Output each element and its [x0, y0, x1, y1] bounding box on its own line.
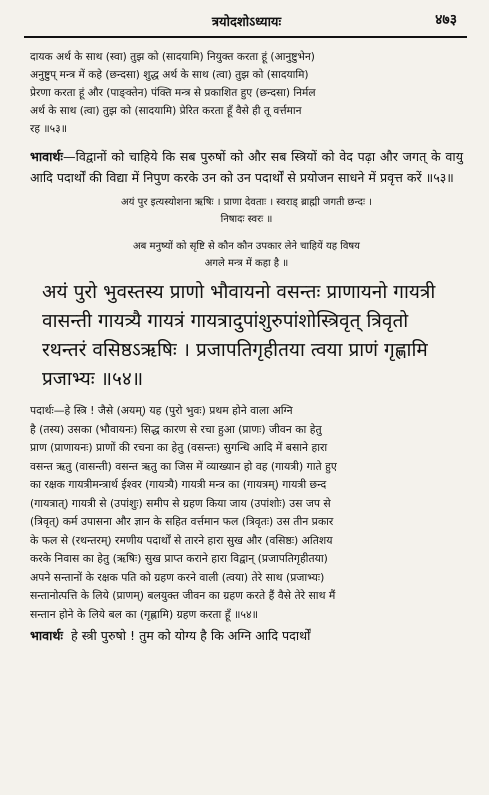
text-line: (त्रिवृत्) कर्म उपासना और ज्ञान के सहित वर्त्तमान फल (त्रिवृतः) उस तीन प्रकार	[30, 515, 334, 528]
text-line: वसन्त ऋतु (वासन्ती) वसन्त ऋतु का जिस में व्याख्यान हो वह (गायत्री) गाते हुए	[30, 459, 337, 473]
page-number: ४७३	[435, 12, 457, 28]
text-line: अपने सन्तानों के रक्षक पति को ग्रहण करने वाली (त्वया) तेरे साथ (प्रजाभ्यः)	[30, 570, 325, 584]
text-line: पदार्थः—हे स्त्रि ! जैसे (अयम्) यह (पुरो भुवः) प्रथम होने वाला अग्नि	[30, 404, 293, 417]
text-line: प्राण (प्राणायनः) प्राणों की रचना का हेतु (वसन्तः) सुगन्धि आदि में बसाने हारा	[30, 441, 328, 454]
bhavartha-54	[30, 626, 463, 646]
mantra-line: रथन्तरं वसिष्ठऽऋषिः । प्रजापतिगृहीतया त्वया प्राणं गृह्णामि	[42, 339, 428, 361]
mantra-line: वासन्ती गायत्र्यै गायत्रं गायत्रादुपांशुरुपांशोस्त्रिवृत् त्रिवृतो	[42, 310, 409, 332]
bhavartha-label: भावार्थः	[30, 149, 63, 164]
text-line: अब मनुष्यों को सृष्टि से कौन कौन उपकार लेने चाहियें यह विषय	[133, 241, 360, 252]
bhavartha-label: भावार्थः	[30, 628, 63, 643]
text-line: अनुष्टुप् मन्त्र में कहे (छन्दसा) शुद्ध अर्थ के साथ (त्वा) तुझ को (सादयामि)	[30, 69, 309, 81]
bhavartha-text: हे स्त्री पुरुषो ! तुम को योग्य है कि अग्नि आदि पदार्थों	[71, 628, 311, 643]
text-line: (गायत्रात्) गायत्री से (उपांशुः) समीप से ग्रहण किया जाय (उपांशोः) उस जप से	[30, 496, 331, 510]
text-line: अगले मन्त्र में कहा है ॥	[204, 258, 289, 269]
text-line: है (तस्य) उसका (भौवायनः) सिद्ध कारण से रचा हुआ (प्राणः) जीवन का हेतु	[30, 422, 322, 436]
subject-intro	[30, 238, 463, 272]
intro-paragraph	[30, 48, 463, 138]
text-line: सन्तानोत्पत्ति के लिये (प्राणम्) बलयुक्त जीवन का ग्रहण करते हैं वैसे तेरे साथ मैं	[30, 589, 336, 602]
text-line: के फल से (रथन्तरम्) रमणीय पदार्थों से तारने हारा सुख और (वसिष्ठः) अतिशय	[30, 533, 333, 547]
padartha-54	[30, 402, 463, 624]
chapter-title: त्रयोदशोऽध्यायः	[211, 15, 282, 30]
text-line: सन्तान होने के लिये बल का (गृह्णामि) ग्रहण करता हूँ ॥५४॥	[30, 607, 259, 621]
mantra-54	[42, 278, 463, 394]
bhavartha-text: —विद्वानों को चाहिये कि सब पुरुषों को और सब स्त्रियों को वेद पढ़ा और जगत् के वायु आदि पदार्थों की विद्या में निपुण करके उन को उन पदार्थों से प्रयोजन साधने में प्रवृत्त करें ॥५३॥	[30, 149, 463, 185]
bhavartha-53	[30, 146, 463, 188]
text-line: करके निवास का हेतु (ऋषिः) सुख प्राप्त कराने हारा विद्वान् (प्रजापतिगृहीतया)	[30, 552, 328, 565]
rishi-devata-chhanda	[30, 194, 463, 228]
mantra-line: प्रजाभ्यः ॥५४॥	[42, 368, 144, 390]
page-header	[30, 0, 463, 40]
text-line: अयं पुर इत्यस्योशना ऋषिः । प्राणा देवताः । स्वराड् ब्राह्मी जगती छन्दः ।	[121, 197, 372, 208]
mantra-line: अयं पुरो भुवस्तस्य प्राणो भौवायनो वसन्तः प्राणायनो गायत्री	[42, 281, 436, 303]
text-line: का रक्षक गायत्रीमन्त्रार्थ ईश्वर (गायत्र्यै) गायत्री मन्त्र का (गायत्रम्) गायत्री छन्द	[30, 478, 327, 491]
header-rule	[24, 36, 467, 38]
text-line: दायक अर्थ के साथ (स्वा) तुझ को (सादयामि) नियुक्त करता हूं (आनुष्टुभेन)	[30, 51, 315, 63]
text-line: निषादः स्वरः ॥	[220, 214, 273, 225]
text-line: अर्थ के साथ (त्वा) तुझ को (सादयामि) प्रेरित करता हूँ वैसे ही तू वर्त्तमान	[30, 105, 302, 117]
text-line: रह ॥५३॥	[30, 123, 68, 135]
text-line: प्रेरणा करता हूं और (पाङ्क्तेन) पंक्ति मन्त्र से प्रकाशित हुए (छन्दसा) निर्मल	[30, 87, 316, 99]
